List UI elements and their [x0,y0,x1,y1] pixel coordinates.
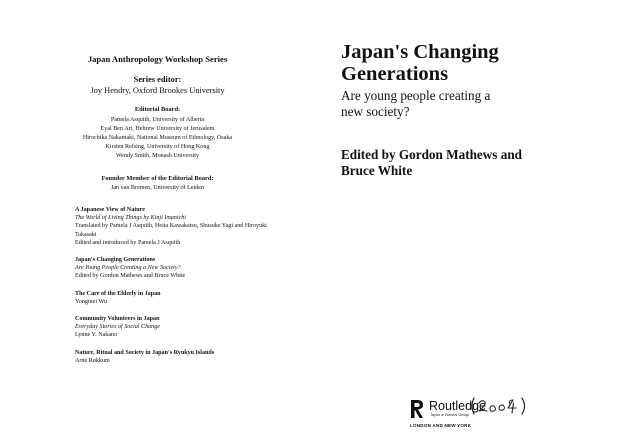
publisher-group: Taylor & Francis Group [430,413,469,417]
book-line: Yongmei Wu [75,298,108,305]
book-entry [75,315,305,340]
book-title: Community Volunteers in Japan [75,316,160,323]
book-title: The Care of the Elderly in Japan [75,290,161,297]
board-member: Pamela Asquith, University of Alberta [110,116,205,123]
book-main-title [341,41,499,85]
founder-label: Founder Member of the Editorial Board: [101,175,214,182]
book-line: Edited by Gordon Mathews and Bruce White [75,273,186,280]
book-line: Arne Røkkum [75,357,110,364]
book-subtitle [341,88,541,119]
editorial-board-block [0,106,315,160]
title-line: Generations [341,63,449,85]
board-member: Hirochika Nakamaki, National Museum of Ethnology, Osaka [82,134,233,141]
handwritten-year-text: (2004) [470,395,473,396]
founder: Jan van Bremen, University of Leiden [110,184,205,191]
book-line: Translated by Pamela J Asquith, Heita Kawakatsu, Shusuke Yagi and Hiroyuki [75,223,267,230]
series-editor-block [0,75,315,96]
subtitle-line: new society? [341,103,410,119]
founder-block [0,175,315,192]
book-entry [75,256,305,281]
book-line: Edited and introduced by Pamela J Asquith [75,239,181,246]
book-title: Japan's Changing Generations [75,257,156,264]
board-member: Kirsten Refsing, University of Hong Kong [105,143,210,150]
routledge-logo-icon [410,399,424,419]
left-page [0,0,315,448]
series-book-list [75,206,305,374]
book-entry [75,206,305,247]
publisher-name: Routledge [429,399,486,413]
handwritten-year-annotation [470,395,532,417]
editors-line: Bruce White [341,162,413,178]
book-title: Nature, Ritual and Society in Japan's Ryukyu Islands [75,349,215,356]
board-member: Wendy Smith, Monash University [115,152,200,159]
book-line: Lynne Y. Nakano [75,332,118,339]
series-title: Japan Anthropology Workshop Series [87,54,228,64]
book-line: Takasaki [75,231,97,238]
book-line: Everyday Stories of Social Change [75,324,160,331]
editors-line: Edited by Gordon Mathews and [341,147,522,162]
book-line: Are Young People Creating a New Society? [75,265,181,272]
board-member: Eyal Ben Ari, Hebrew University of Jerusalem [100,125,215,132]
book-editors [341,147,571,178]
title-line: Japan's Changing [341,41,499,63]
book-line: The World of Living Things by Kinji Imanichi [75,215,186,222]
book-entry [75,349,305,365]
publisher-place: LONDON AND NEW YORK [410,423,472,428]
editorial-board-label: Editorial Board: [134,106,181,113]
book-title: A Japanese View of Nature [75,207,145,213]
subtitle-line: Are young people creating a [341,88,491,103]
book-entry [75,290,305,306]
series-editor-label: Series editor: [133,75,182,84]
series-editor: Joy Hendry, Oxford Brookes University [90,85,225,95]
